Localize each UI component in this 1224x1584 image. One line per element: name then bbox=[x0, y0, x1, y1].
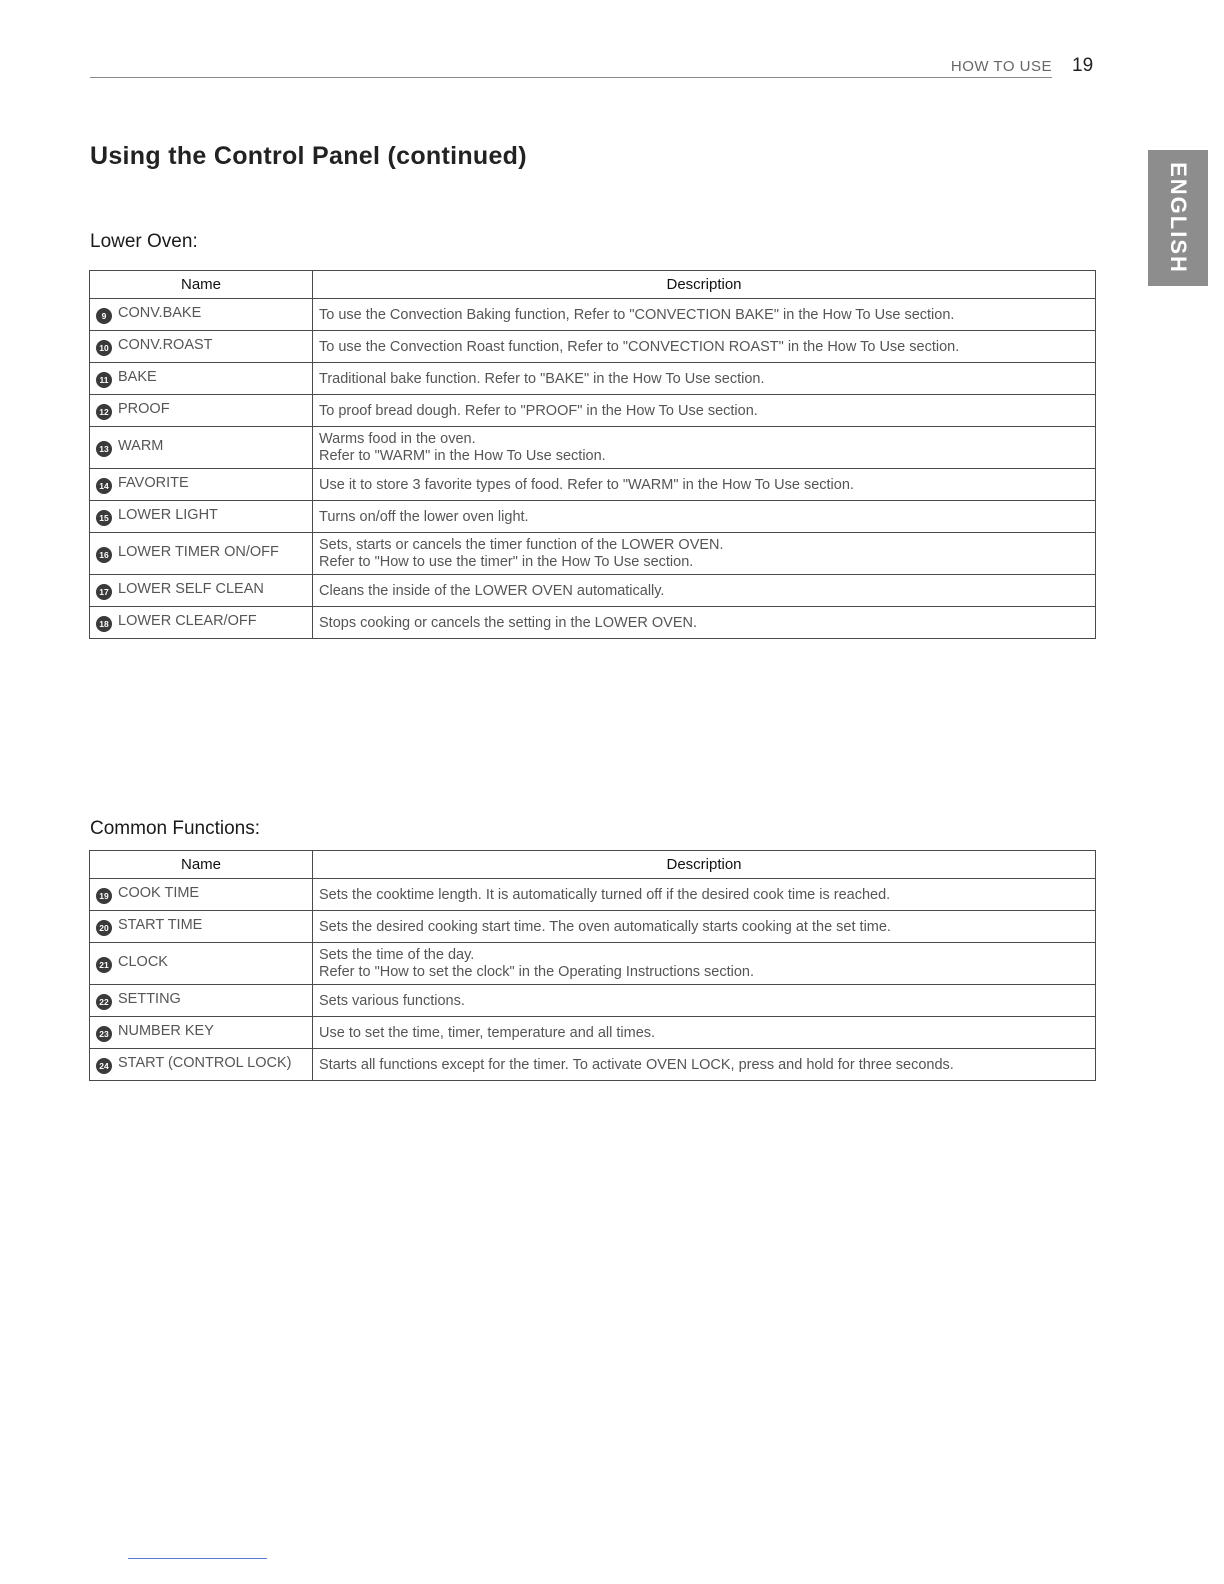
description-column-header: Description bbox=[313, 851, 1096, 879]
function-description: Sets various functions. bbox=[319, 992, 465, 1009]
number-badge-icon: 12 bbox=[96, 404, 112, 420]
function-description: Stops cooking or cancels the setting in the LOWER OVEN. bbox=[319, 614, 697, 631]
function-name-cell bbox=[90, 1017, 313, 1049]
function-description-cell bbox=[313, 607, 1096, 639]
function-name-cell bbox=[90, 331, 313, 363]
function-name: WARM bbox=[118, 438, 164, 454]
function-description: Refer to "How to set the clock" in the Operating Instructions section. bbox=[319, 963, 755, 980]
function-description: To proof bread dough. Refer to "PROOF" in the How To Use section. bbox=[319, 402, 758, 419]
function-description-cell bbox=[313, 501, 1096, 533]
table-row bbox=[90, 1017, 1096, 1049]
table-row bbox=[90, 1049, 1096, 1081]
function-name-cell bbox=[90, 575, 313, 607]
table-row bbox=[90, 469, 1096, 501]
table-row bbox=[90, 985, 1096, 1017]
function-name: SETTING bbox=[118, 991, 181, 1007]
function-name-cell bbox=[90, 943, 313, 985]
page-number: 19 bbox=[1072, 55, 1094, 76]
table-row bbox=[90, 395, 1096, 427]
function-description: Traditional bake function. Refer to "BAKE" in the How To Use section. bbox=[319, 370, 765, 387]
function-description: Warms food in the oven. bbox=[319, 430, 476, 447]
function-description-cell bbox=[313, 533, 1096, 575]
function-description: To use the Convection Baking function, Refer to "CONVECTION BAKE" in the How To Use section. bbox=[319, 306, 955, 323]
name-column-header: Name bbox=[90, 271, 313, 299]
number-badge-icon: 14 bbox=[96, 478, 112, 494]
function-description-cell bbox=[313, 331, 1096, 363]
table-row bbox=[90, 427, 1096, 469]
function-name: CONV.BAKE bbox=[118, 305, 202, 321]
language-tab-label: ENGLISH bbox=[1166, 162, 1192, 274]
table-row bbox=[90, 501, 1096, 533]
number-badge-icon: 18 bbox=[96, 616, 112, 632]
function-description: To use the Convection Roast function, Refer to "CONVECTION ROAST" in the How To Use section. bbox=[319, 338, 960, 355]
header-rule bbox=[90, 77, 1052, 78]
function-name: LOWER SELF CLEAN bbox=[118, 581, 264, 597]
number-badge-icon: 15 bbox=[96, 510, 112, 526]
function-name-cell bbox=[90, 395, 313, 427]
function-description: Cleans the inside of the LOWER OVEN automatically. bbox=[319, 582, 665, 599]
function-description: Refer to "How to use the timer" in the How To Use section. bbox=[319, 553, 694, 570]
table-row bbox=[90, 575, 1096, 607]
function-name-cell bbox=[90, 469, 313, 501]
function-description-cell bbox=[313, 363, 1096, 395]
function-name: BAKE bbox=[118, 369, 157, 385]
description-column-header: Description bbox=[313, 271, 1096, 299]
function-description: Starts all functions except for the timer. To activate OVEN LOCK, press and hold for three seconds. bbox=[319, 1056, 954, 1073]
name-column-header: Name bbox=[90, 851, 313, 879]
function-name: CONV.ROAST bbox=[118, 337, 213, 353]
function-name: FAVORITE bbox=[118, 475, 189, 491]
function-name-cell bbox=[90, 533, 313, 575]
function-description-cell bbox=[313, 943, 1096, 985]
function-name-cell bbox=[90, 911, 313, 943]
function-name-cell bbox=[90, 299, 313, 331]
number-badge-icon: 20 bbox=[96, 920, 112, 936]
function-description-cell bbox=[313, 911, 1096, 943]
page-title: Using the Control Panel (continued) bbox=[90, 142, 527, 170]
function-name: NUMBER KEY bbox=[118, 1023, 214, 1039]
function-description: Turns on/off the lower oven light. bbox=[319, 508, 529, 525]
function-name-cell bbox=[90, 607, 313, 639]
table-row bbox=[90, 533, 1096, 575]
number-badge-icon: 19 bbox=[96, 888, 112, 904]
function-name: COOK TIME bbox=[118, 885, 200, 901]
function-name: START TIME bbox=[118, 917, 203, 933]
language-tab bbox=[1148, 150, 1208, 286]
number-badge-icon: 21 bbox=[96, 957, 112, 973]
lower-oven-heading: Lower Oven: bbox=[90, 231, 198, 252]
common-functions-table bbox=[89, 850, 1096, 1081]
function-description-cell bbox=[313, 985, 1096, 1017]
function-description-cell bbox=[313, 1017, 1096, 1049]
function-description-cell bbox=[313, 395, 1096, 427]
function-description-cell bbox=[313, 427, 1096, 469]
table-row bbox=[90, 299, 1096, 331]
function-description-cell bbox=[313, 469, 1096, 501]
table-row bbox=[90, 363, 1096, 395]
function-description: Sets the cooktime length. It is automatically turned off if the desired cook time is reached. bbox=[319, 886, 891, 903]
function-name-cell bbox=[90, 501, 313, 533]
function-name: PROOF bbox=[118, 401, 170, 417]
function-description-cell bbox=[313, 575, 1096, 607]
function-name-cell bbox=[90, 1049, 313, 1081]
table-row bbox=[90, 607, 1096, 639]
function-name: LOWER CLEAR/OFF bbox=[118, 613, 257, 629]
function-description-cell bbox=[313, 879, 1096, 911]
number-badge-icon: 23 bbox=[96, 1026, 112, 1042]
number-badge-icon: 11 bbox=[96, 372, 112, 388]
table-row bbox=[90, 879, 1096, 911]
table-row bbox=[90, 911, 1096, 943]
table-row bbox=[90, 331, 1096, 363]
function-description: Use it to store 3 favorite types of food. Refer to "WARM" in the How To Use section. bbox=[319, 476, 854, 493]
function-description: Sets the time of the day. bbox=[319, 946, 475, 963]
header-section-label: HOW TO USE bbox=[950, 58, 1052, 75]
number-badge-icon: 10 bbox=[96, 340, 112, 356]
number-badge-icon: 16 bbox=[96, 547, 112, 563]
number-badge-icon: 22 bbox=[96, 994, 112, 1010]
function-name-cell bbox=[90, 363, 313, 395]
function-name-cell bbox=[90, 985, 313, 1017]
footer-rule bbox=[128, 1558, 267, 1559]
table-header-row bbox=[90, 271, 1096, 299]
number-badge-icon: 13 bbox=[96, 441, 112, 457]
function-description: Sets, starts or cancels the timer function of the LOWER OVEN. bbox=[319, 536, 724, 553]
function-description: Sets the desired cooking start time. The oven automatically starts cooking at the set time. bbox=[319, 918, 891, 935]
function-name: CLOCK bbox=[118, 954, 168, 970]
function-name-cell bbox=[90, 879, 313, 911]
common-functions-heading: Common Functions: bbox=[90, 818, 261, 839]
function-description-cell bbox=[313, 299, 1096, 331]
function-name-cell bbox=[90, 427, 313, 469]
number-badge-icon: 24 bbox=[96, 1058, 112, 1074]
table-row bbox=[90, 943, 1096, 985]
number-badge-icon: 9 bbox=[96, 308, 112, 324]
function-name: START (CONTROL LOCK) bbox=[118, 1055, 292, 1071]
function-name: LOWER TIMER ON/OFF bbox=[118, 544, 279, 560]
lower-oven-table bbox=[89, 270, 1096, 639]
number-badge-icon: 17 bbox=[96, 584, 112, 600]
function-description: Refer to "WARM" in the How To Use section. bbox=[319, 447, 606, 464]
function-description: Use to set the time, timer, temperature and all times. bbox=[319, 1024, 656, 1041]
function-name: LOWER LIGHT bbox=[118, 507, 218, 523]
function-description-cell bbox=[313, 1049, 1096, 1081]
table-header-row bbox=[90, 851, 1096, 879]
